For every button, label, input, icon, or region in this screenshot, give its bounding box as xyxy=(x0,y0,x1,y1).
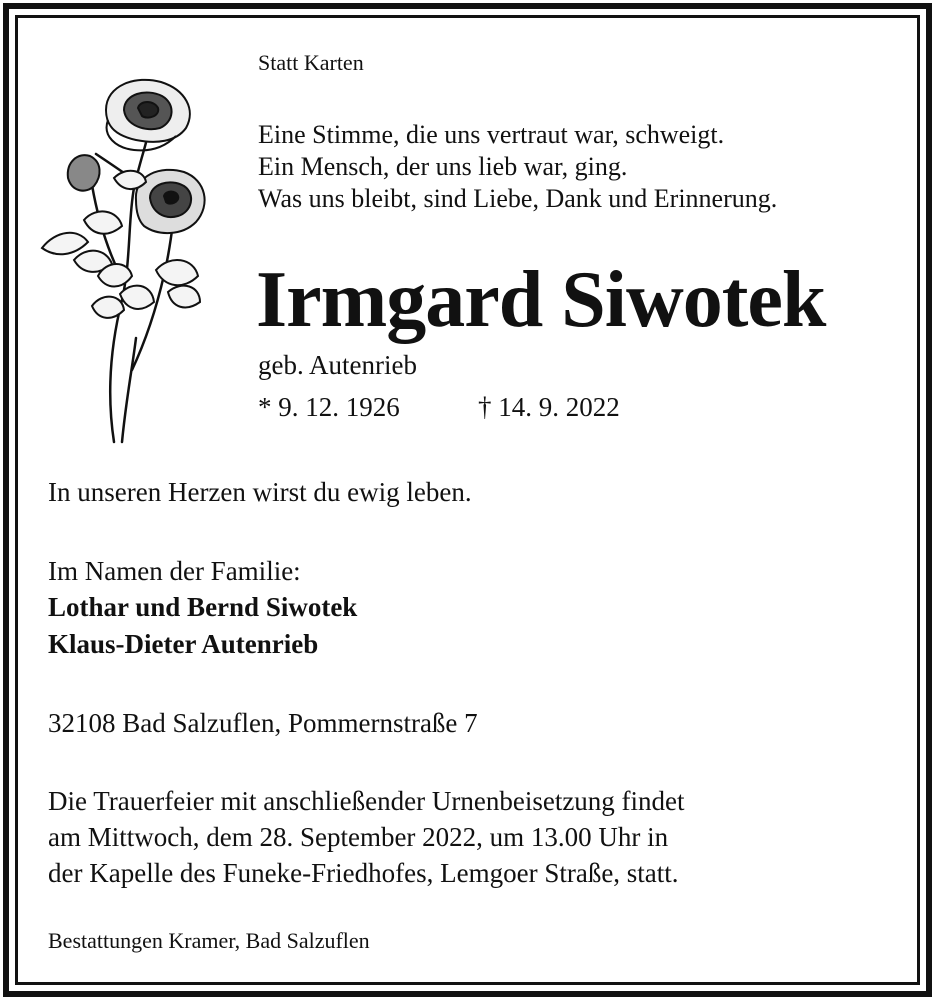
verse-line-2: Ein Mensch, der uns lieb war, ging. xyxy=(258,152,628,181)
maiden-name: geb. Autenrieb xyxy=(258,350,417,380)
verse-line-1: Eine Stimme, die uns vertraut war, schweigt. xyxy=(258,120,725,149)
undertaker: Bestattungen Kramer, Bad Salzuflen xyxy=(48,928,370,953)
family-member-1: Lothar und Bernd Siwotek xyxy=(48,592,358,622)
ceremony-line-1: Die Trauerfeier mit anschließender Urnenbeisetzung findet xyxy=(48,786,685,816)
family-intro: Im Namen der Familie: xyxy=(48,556,301,586)
family-member-2: Klaus-Dieter Autenrieb xyxy=(48,629,319,659)
farewell-line: In unseren Herzen wirst du ewig leben. xyxy=(48,477,472,507)
death-date: † 14. 9. 2022 xyxy=(478,392,620,422)
ceremony-line-2: am Mittwoch, dem 28. September 2022, um 13.00 Uhr in xyxy=(48,822,669,852)
rose-bud xyxy=(68,155,100,191)
deceased-name: Irmgard Siwotek xyxy=(256,256,826,344)
statt-karten: Statt Karten xyxy=(258,50,364,75)
rose-flower-top xyxy=(106,80,190,151)
address: 32108 Bad Salzuflen, Pommernstraße 7 xyxy=(48,708,478,738)
roses-icon xyxy=(36,70,206,445)
birth-date: * 9. 12. 1926 xyxy=(258,392,400,422)
verse-line-3: Was uns bleibt, sind Liebe, Dank und Erinnerung. xyxy=(258,184,778,213)
ceremony-line-3: der Kapelle des Funeke-Friedhofes, Lemgoer Straße, statt. xyxy=(48,858,679,888)
